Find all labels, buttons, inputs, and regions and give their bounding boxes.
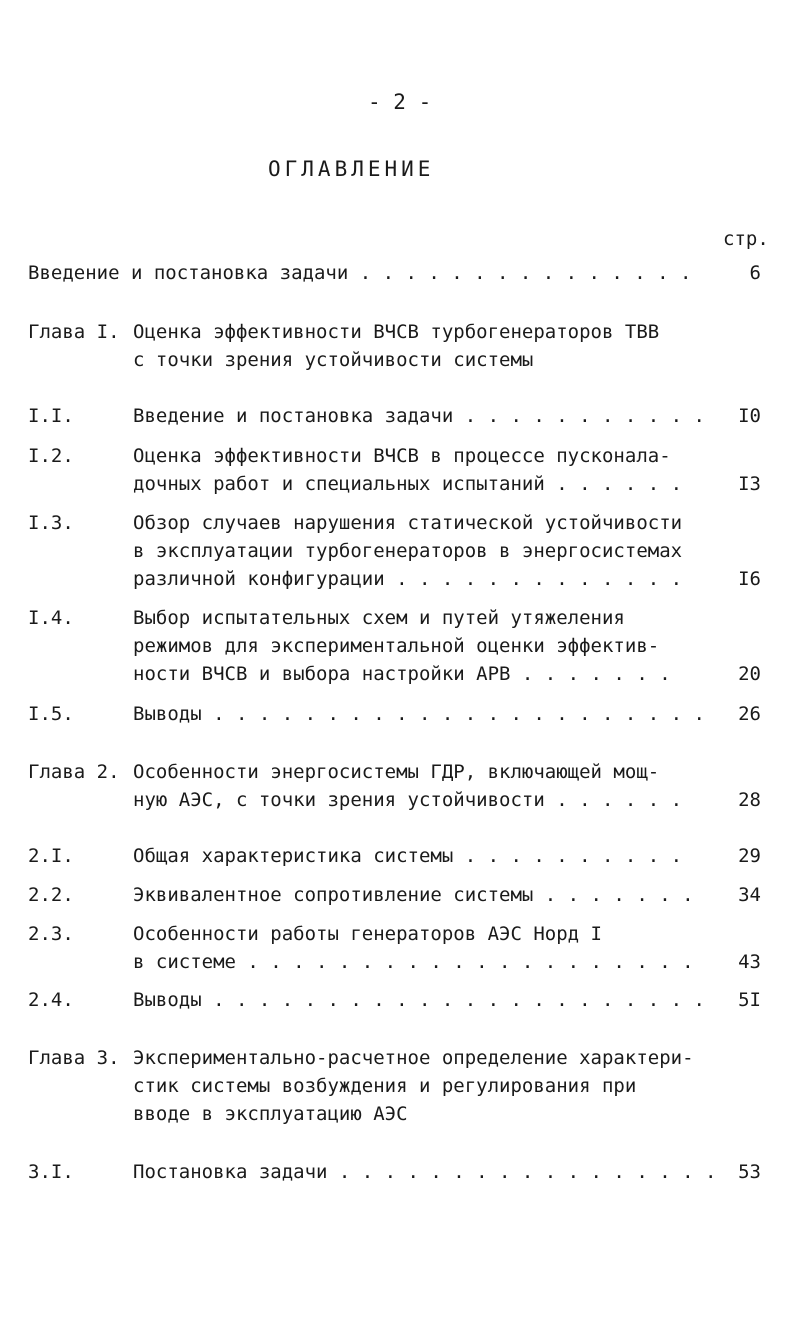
- toc-entry-text: режимов для экспериментальной оценки эффектив-: [133, 635, 660, 657]
- toc-entry-text: Выбор испытательных схем и путей утяжеления: [133, 607, 625, 629]
- toc-entry-page: 26: [738, 703, 761, 725]
- toc-title: ОГЛАВЛЕНИЕ: [268, 157, 435, 181]
- toc-entry-text: Особенности работы генераторов АЭС Норд I: [133, 923, 602, 945]
- toc-entry-page: 53: [738, 1161, 761, 1183]
- toc-entry-label: Глава 2.: [28, 761, 120, 783]
- toc-entry-text: Выводы . . . . . . . . . . . . . . . . . . . . . .: [133, 703, 705, 725]
- toc-entry-page: 34: [738, 884, 761, 906]
- toc-entry-text: ную АЭС, с точки зрения устойчивости . . . . . .: [133, 789, 683, 811]
- toc-entry-text: ности ВЧСВ и выбора настройки АРВ . . . . . . .: [133, 663, 671, 685]
- toc-entry-text: Постановка задачи . . . . . . . . . . . . . . . . .: [133, 1161, 717, 1183]
- page-column-header: стр.: [723, 228, 769, 250]
- toc-entry-page: I3: [738, 473, 761, 495]
- toc-entry-text: Экспериментально-расчетное определение характери-: [133, 1047, 694, 1069]
- toc-entry-text: стик системы возбуждения и регулирования при: [133, 1075, 637, 1097]
- toc-entry-text: Введение и постановка задачи . . . . . . . . . . .: [133, 405, 705, 427]
- toc-entry-page: 6: [749, 262, 761, 284]
- toc-entry-text: Особенности энергосистемы ГДР, включающей мощ-: [133, 761, 660, 783]
- toc-entry-label: Глава 3.: [28, 1047, 120, 1069]
- toc-entry-label: 3.I.: [28, 1161, 74, 1183]
- toc-entry-text: в эксплуатации турбогенераторов в энергосистемах: [133, 540, 683, 562]
- toc-entry-text: Обзор случаев нарушения статической устойчивости: [133, 512, 683, 534]
- toc-entry-label: 2.2.: [28, 884, 74, 906]
- toc-entry-text: с точки зрения устойчивости системы: [133, 349, 534, 371]
- toc-entry-text: дочных работ и специальных испытаний . . . . . .: [133, 473, 683, 495]
- toc-entry-text: различной конфигурации . . . . . . . . . . . . .: [133, 568, 683, 590]
- toc-entry-text: вводе в эксплуатацию АЭС: [133, 1103, 408, 1125]
- toc-entry-label: 2.I.: [28, 845, 74, 867]
- toc-entry-text: Выводы . . . . . . . . . . . . . . . . . . . . . .: [133, 989, 705, 1011]
- toc-entry-page: 5I: [738, 989, 761, 1011]
- toc-entry-page: 28: [738, 789, 761, 811]
- toc-entry-text: Общая характеристика системы . . . . . . . . . .: [133, 845, 683, 867]
- toc-entry-text: Эквивалентное сопротивление системы . . . . . . .: [133, 884, 694, 906]
- toc-entry-label: I.3.: [28, 512, 74, 534]
- toc-entry-page: I6: [738, 568, 761, 590]
- toc-entry-label: 2.3.: [28, 923, 74, 945]
- toc-entry-label: I.5.: [28, 703, 74, 725]
- toc-entry-page: 43: [738, 951, 761, 973]
- toc-entry-label: Глава I.: [28, 321, 120, 343]
- toc-entry-page: 29: [738, 845, 761, 867]
- toc-entry-text: в системе . . . . . . . . . . . . . . . . . . . .: [133, 951, 694, 973]
- toc-entry-text: Оценка эффективности ВЧСВ в процессе пусконала-: [133, 445, 671, 467]
- page-number: - 2 -: [368, 90, 432, 114]
- toc-entry-page: 20: [738, 663, 761, 685]
- toc-entry-text: Оценка эффективности ВЧСВ турбогенераторов ТВВ: [133, 321, 660, 343]
- toc-entry-label: I.4.: [28, 607, 74, 629]
- toc-entry-text: Введение и постановка задачи . . . . . . . . . . . . . . .: [28, 262, 692, 284]
- toc-entry-page: I0: [738, 405, 761, 427]
- toc-entry-label: I.2.: [28, 445, 74, 467]
- toc-entry-label: 2.4.: [28, 989, 74, 1011]
- toc-entry-label: I.I.: [28, 405, 74, 427]
